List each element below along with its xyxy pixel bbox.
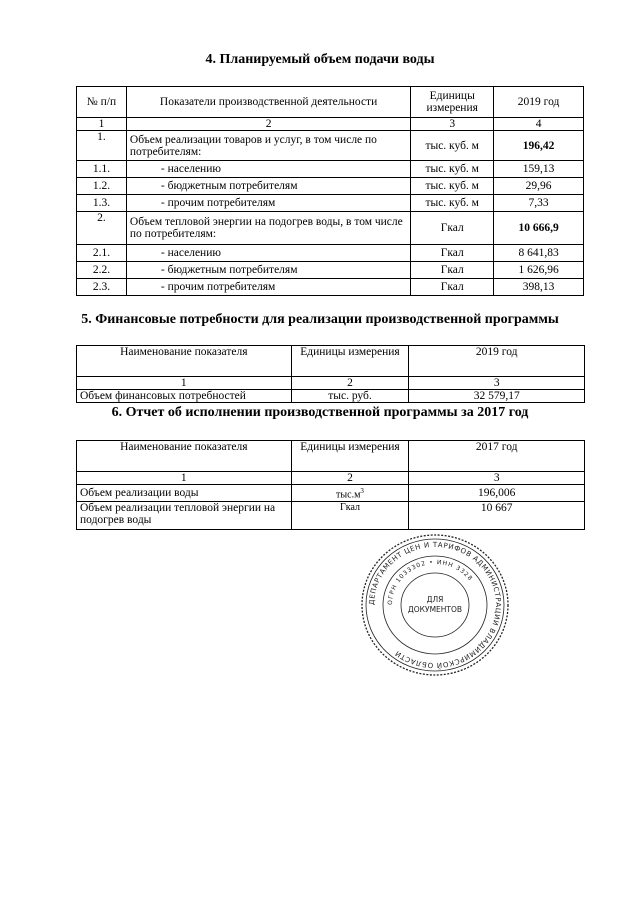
header-unit: Единицы измерения: [291, 346, 409, 377]
row-num: 2.: [77, 212, 127, 245]
row-value: 29,96: [494, 178, 584, 195]
column-number-row: [77, 472, 585, 485]
section-4-title: 4. Планируемый объем подачи воды: [205, 52, 435, 67]
row-unit: тыс. куб. м: [411, 161, 494, 178]
stamp-center-line1: ДЛЯ: [426, 595, 444, 604]
row-value: 159,13: [494, 161, 584, 178]
row-value: 32 579,17: [409, 390, 585, 403]
stamp-inner-text: ОГРН 1033302 • ИНН 3328: [386, 558, 475, 606]
row-label: - прочим потребителям: [126, 279, 410, 296]
section-6-title: 6. Отчет об исполнении производственной программы за 2017 год: [111, 405, 529, 420]
row-num: 2.3.: [77, 279, 127, 296]
program-report-table: [76, 440, 585, 530]
col-num-3: 3: [409, 472, 585, 485]
table-row: [77, 131, 584, 161]
table-row: [77, 178, 584, 195]
table-row: [77, 390, 585, 403]
header-year: 2019 год: [494, 87, 584, 118]
table-header-row: [77, 441, 585, 472]
row-value: 1 626,96: [494, 262, 584, 279]
row-value: 196,006: [409, 485, 585, 502]
row-num: 1.1.: [77, 161, 127, 178]
row-label: - населению: [126, 161, 410, 178]
col-num-2: 2: [126, 118, 410, 131]
row-label: - бюджетным потребителям: [126, 178, 410, 195]
row-num: 1.: [77, 131, 127, 161]
row-label: - бюджетным потребителям: [126, 262, 410, 279]
row-value: 10 666,9: [494, 212, 584, 245]
row-label: - прочим потребителям: [126, 195, 410, 212]
header-num: № п/п: [77, 87, 127, 118]
column-number-row: [77, 118, 584, 131]
col-num-4: 4: [494, 118, 584, 131]
row-value: 10 667: [409, 502, 585, 530]
row-unit: $тыс.м^3$: [291, 485, 409, 502]
row-unit: тыс. куб. м: [411, 131, 494, 161]
section-5-title: 5. Финансовые потребности для реализации производственной программы: [81, 312, 559, 327]
header-unit: Единицы измерения: [291, 441, 409, 472]
col-num-2: 2: [291, 377, 409, 390]
header-name: Наименование показателя: [77, 346, 292, 377]
water-supply-table: [76, 86, 584, 296]
row-unit: Гкал: [411, 212, 494, 245]
row-value: 8 641,83: [494, 245, 584, 262]
row-value: 398,13: [494, 279, 584, 296]
stamp-outer-text: ДЕПАРТАМЕНТ ЦЕН И ТАРИФОВ АДМИНИСТРАЦИИ ВЛАДИМИРСКОЙ ОБЛАСТИ: [367, 540, 503, 670]
header-year: 2017 год: [409, 441, 585, 472]
row-value: 7,33: [494, 195, 584, 212]
table-row: [77, 161, 584, 178]
header-unit: Единицы измерения: [411, 87, 494, 118]
row-unit: тыс. куб. м: [411, 178, 494, 195]
financial-needs-table: [76, 345, 585, 403]
row-num: 2.2.: [77, 262, 127, 279]
col-num-1: 1: [77, 118, 127, 131]
table-header-row: [77, 87, 584, 118]
col-num-2: 2: [291, 472, 409, 485]
row-name: Объем финансовых потребностей: [77, 390, 292, 403]
col-num-1: 1: [77, 472, 292, 485]
stamp-center-line2: ДОКУМЕНТОВ: [407, 605, 463, 614]
col-num-3: 3: [409, 377, 585, 390]
table-row: [77, 502, 585, 530]
row-num: 1.2.: [77, 178, 127, 195]
table-row: [77, 195, 584, 212]
row-label: - населению: [126, 245, 410, 262]
col-num-1: 1: [77, 377, 292, 390]
table-row: [77, 262, 584, 279]
row-unit: Гкал: [411, 262, 494, 279]
row-label: Объем тепловой энергии на подогрев воды, в том числе по потребителям:: [126, 212, 410, 245]
table-header-row: [77, 346, 585, 377]
header-indicator: Показатели производственной деятельности: [126, 87, 410, 118]
official-stamp: [355, 530, 515, 680]
row-unit: тыс. куб. м: [411, 195, 494, 212]
row-unit: тыс. руб.: [291, 390, 409, 403]
row-value: 196,42: [494, 131, 584, 161]
column-number-row: [77, 377, 585, 390]
row-unit: Гкал: [411, 279, 494, 296]
col-num-3: 3: [411, 118, 494, 131]
row-label: Объем реализации товаров и услуг, в том числе по потребителям:: [126, 131, 410, 161]
table-row: [77, 245, 584, 262]
row-name: Объем реализации воды: [77, 485, 292, 502]
table-row: [77, 279, 584, 296]
header-name: Наименование показателя: [77, 441, 292, 472]
row-unit: Гкал: [291, 502, 409, 530]
row-num: 2.1.: [77, 245, 127, 262]
table-row: [77, 212, 584, 245]
header-year: 2019 год: [409, 346, 585, 377]
row-num: 1.3.: [77, 195, 127, 212]
row-unit: Гкал: [411, 245, 494, 262]
table-row: [77, 485, 585, 502]
row-name: Объем реализации тепловой энергии на подогрев воды: [77, 502, 292, 530]
